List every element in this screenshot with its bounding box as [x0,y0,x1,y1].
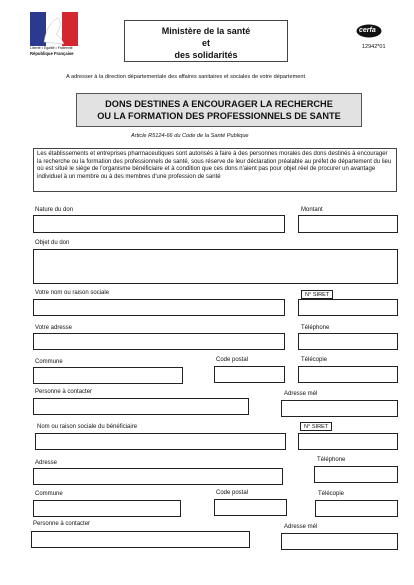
notice-box: Les établissements et entreprises pharmaceutiques sont autorisés à faire à des personnes morales des dons destinés à encourager la recherche ou la formation des professionnels de santé, sous réserve de leur déclaration préalable au préfet de département du lieu où est situé le siège de l'organisme bénéficiaire et à condition que ces dons n'aient pas pour objet réel de procurer un avantage individuel à un membre ou à des membres d'une profession de santé [33,148,397,192]
field-code-postal-2[interactable] [214,499,287,516]
label-adresse: Votre adresse [35,325,73,331]
label-adresse-2: Adresse [35,460,58,466]
field-telecopie-2[interactable] [315,500,398,517]
field-personne-contacter-1[interactable] [33,398,249,415]
label-telephone-1: Téléphone [301,325,330,331]
label-nature-don: Nature du don [35,207,74,213]
label-commune-2: Commune [35,491,63,497]
marianne-caption: Liberté • Égalité • Fraternité [30,46,73,50]
label-commune-1: Commune [35,359,63,365]
title-line-2: OU LA FORMATION DES PROFESSIONNELS DE SANTE [97,111,341,121]
label-nom-raison-sociale: Votre nom ou raison sociale [35,290,110,296]
republique-label: République Française [30,51,74,56]
marianne-flag-icon [30,12,78,46]
field-nature-don[interactable] [33,215,285,233]
field-adresse[interactable] [33,333,285,350]
field-adresse-2[interactable] [33,468,283,485]
address-note: A adresser à la direction départementale des affaires sanitaires et sociales de votre département [66,74,306,80]
label-objet-don: Objet du don [35,240,70,246]
title-line-1: DONS DESTINES A ENCOURAGER LA RECHERCHE [105,99,333,109]
ministry-line-2: et [201,38,210,48]
label-code-postal-1: Code postal [216,357,249,363]
cerfa-logo [356,24,382,38]
label-siret-2: N° SIRET [300,422,332,431]
label-telecopie-1: Télécopie [301,357,328,363]
field-telephone-1[interactable] [298,333,398,350]
form-number: 12942*01 [362,44,386,50]
label-nom-beneficiaire: Nom ou raison sociale du bénéficiaire [37,424,138,430]
label-adresse-mel-1: Adresse mél [284,391,318,397]
ministry-line-3: des solidarités [174,50,238,60]
label-siret-1: N° SIRET [301,290,333,299]
field-adresse-mel-1[interactable] [281,400,398,417]
label-personne-contacter-1: Personne à contacter [35,389,93,395]
field-montant[interactable] [298,215,398,233]
ministry-line-1: Ministère de la santé [161,26,251,36]
label-code-postal-2: Code postal [216,490,249,496]
cerfa-text: cerfa [359,27,376,34]
marianne-logo [30,12,78,56]
field-adresse-mel-2[interactable] [281,533,398,550]
field-telecopie-1[interactable] [298,366,398,383]
field-nom-beneficiaire[interactable] [35,433,286,450]
ministry-box [124,20,288,62]
field-personne-contacter-2[interactable] [31,531,250,548]
field-commune-2[interactable] [33,500,181,517]
label-adresse-mel-2: Adresse mél [284,524,318,530]
field-code-postal-1[interactable] [214,366,285,383]
label-personne-contacter-2: Personne à contacter [33,521,91,527]
field-commune-1[interactable] [33,367,183,384]
label-telephone-2: Téléphone [317,457,346,463]
field-siret-2[interactable] [298,433,398,450]
label-montant: Montant [301,207,323,213]
field-nom-raison-sociale[interactable] [33,299,285,316]
label-telecopie-2: Télécopie [318,491,345,497]
field-objet-don[interactable] [33,249,398,284]
field-siret-1[interactable] [298,299,398,316]
form-title [76,93,362,127]
article-reference: Article R5124-66 du Code de la Santé Publique [131,133,249,139]
field-telephone-2[interactable] [314,466,398,483]
